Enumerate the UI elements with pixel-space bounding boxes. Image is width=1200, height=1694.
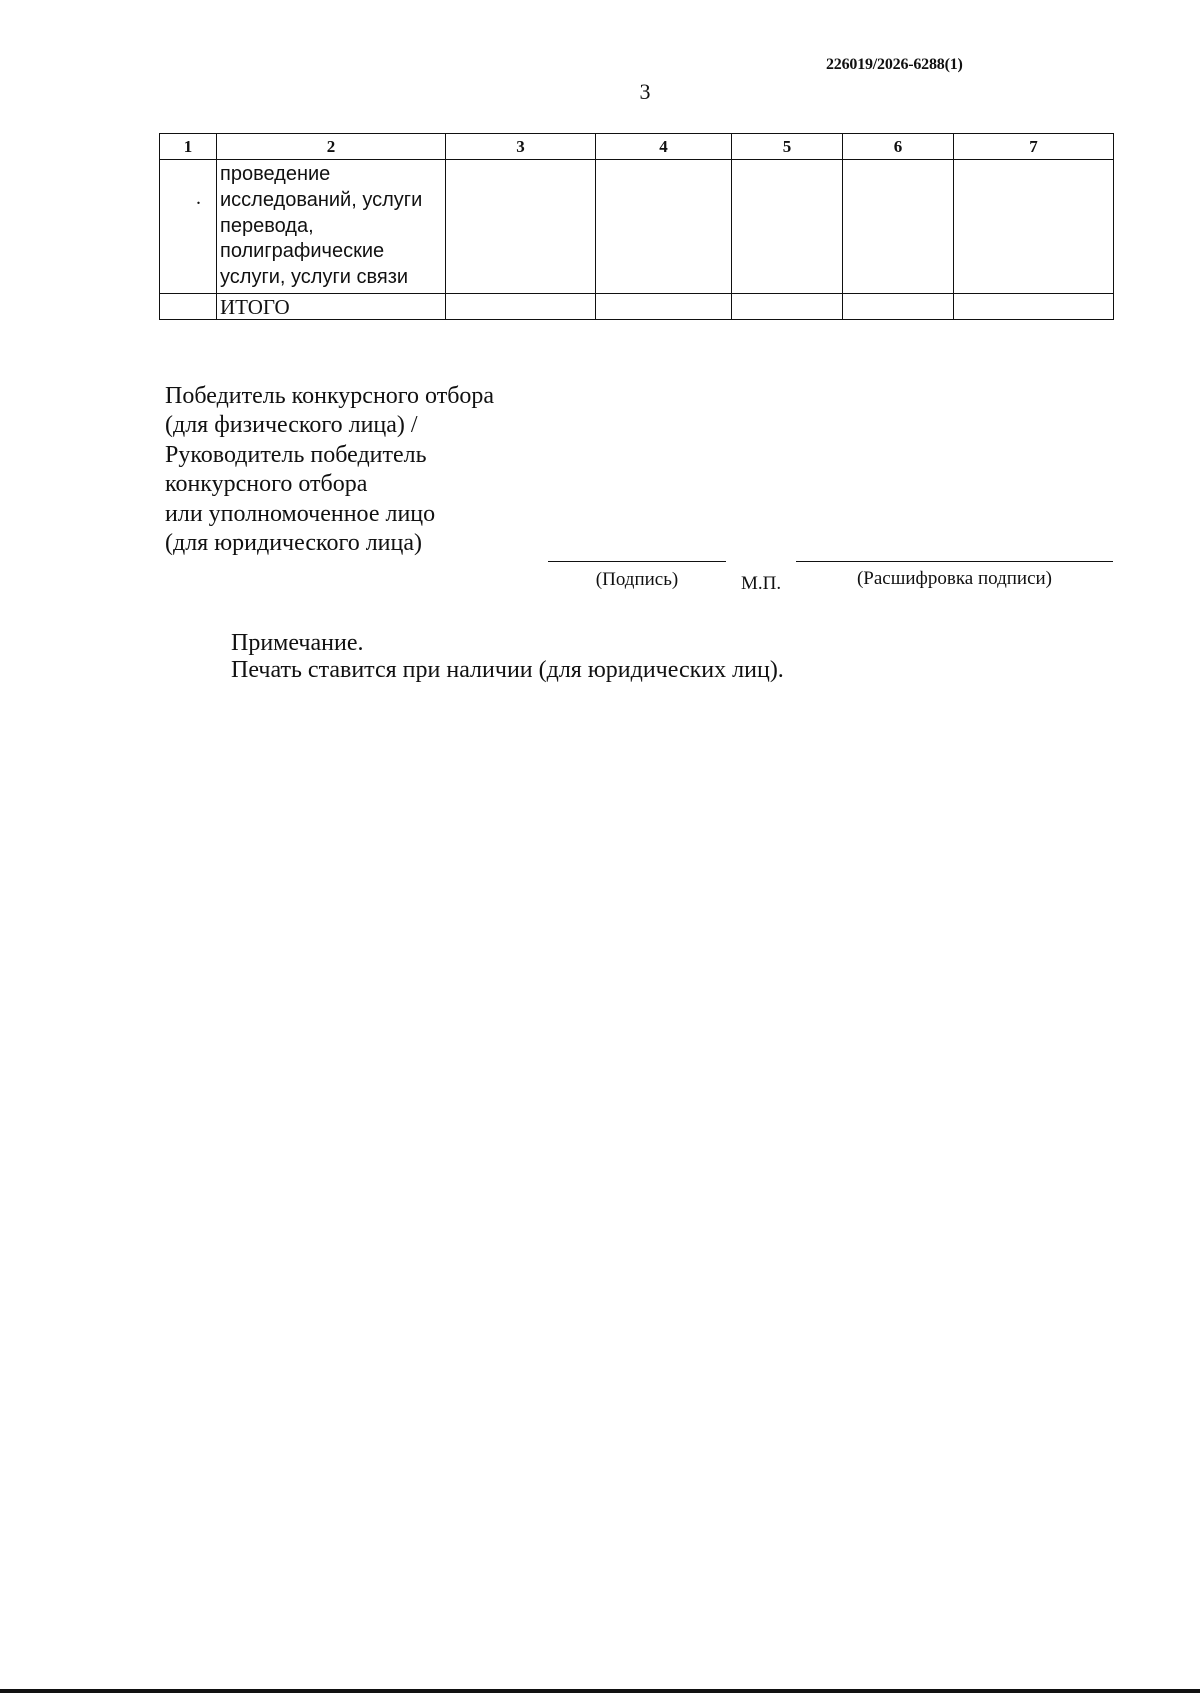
cost-table: [159, 133, 1114, 320]
column-header-2: 2: [217, 134, 446, 160]
signatory-line: Руководитель победитель: [165, 441, 427, 468]
row-number-cell: [160, 294, 217, 320]
total-label: ИТОГО: [217, 294, 446, 320]
note-title: Примечание.: [231, 630, 364, 656]
empty-cell: [843, 160, 954, 294]
page-number: 3: [639, 79, 651, 104]
empty-cell: [954, 294, 1114, 320]
seal-label: М.П.: [741, 573, 782, 594]
note-text: Печать ставится при наличии (для юридических лиц).: [231, 657, 784, 683]
empty-cell: [446, 160, 596, 294]
empty-cell: [954, 160, 1114, 294]
column-header-5: 5: [732, 134, 843, 160]
signatory-line: Победитель конкурсного отбора: [165, 383, 495, 409]
empty-cell: [596, 294, 732, 320]
document-reference-number: 226019/2026-6288(1): [826, 56, 963, 73]
description-line: исследований, услуги: [220, 188, 423, 211]
empty-cell: [732, 160, 843, 294]
description-line: перевода,: [220, 214, 314, 237]
column-header-1: 1: [160, 134, 217, 160]
row-mark: .: [196, 187, 201, 209]
signatory-block: [165, 382, 494, 558]
signatory-line: конкурсного отбора: [165, 471, 368, 498]
description-cell: [217, 160, 446, 294]
empty-cell: [732, 294, 843, 320]
signature-decoding-caption: (Расшифровка подписи): [856, 568, 1053, 589]
scan-bottom-edge: [0, 1689, 1200, 1693]
table-total-row: [160, 294, 1114, 320]
signatory-line: или уполномоченное лицо: [165, 500, 436, 527]
table-row: [160, 160, 1114, 294]
empty-cell: [843, 294, 954, 320]
description-line: проведение: [220, 163, 331, 185]
column-header-6: 6: [843, 134, 954, 160]
signature-caption: (Подпись): [595, 569, 679, 590]
signature-line: [548, 561, 726, 562]
note-block: [231, 630, 784, 684]
signatory-line: (для физического лица) /: [165, 412, 418, 439]
description-line: услуги, услуги связи: [220, 266, 409, 289]
row-number-cell: [160, 160, 217, 294]
empty-cell: [596, 160, 732, 294]
signatory-line: (для юридического лица): [165, 530, 423, 557]
signature-decoding-line: [796, 561, 1113, 562]
table-header-row: [160, 134, 1114, 160]
column-header-7: 7: [954, 134, 1114, 160]
column-header-3: 3: [446, 134, 596, 160]
empty-cell: [446, 294, 596, 320]
description-line: полиграфические: [220, 240, 385, 263]
column-header-4: 4: [596, 134, 732, 160]
